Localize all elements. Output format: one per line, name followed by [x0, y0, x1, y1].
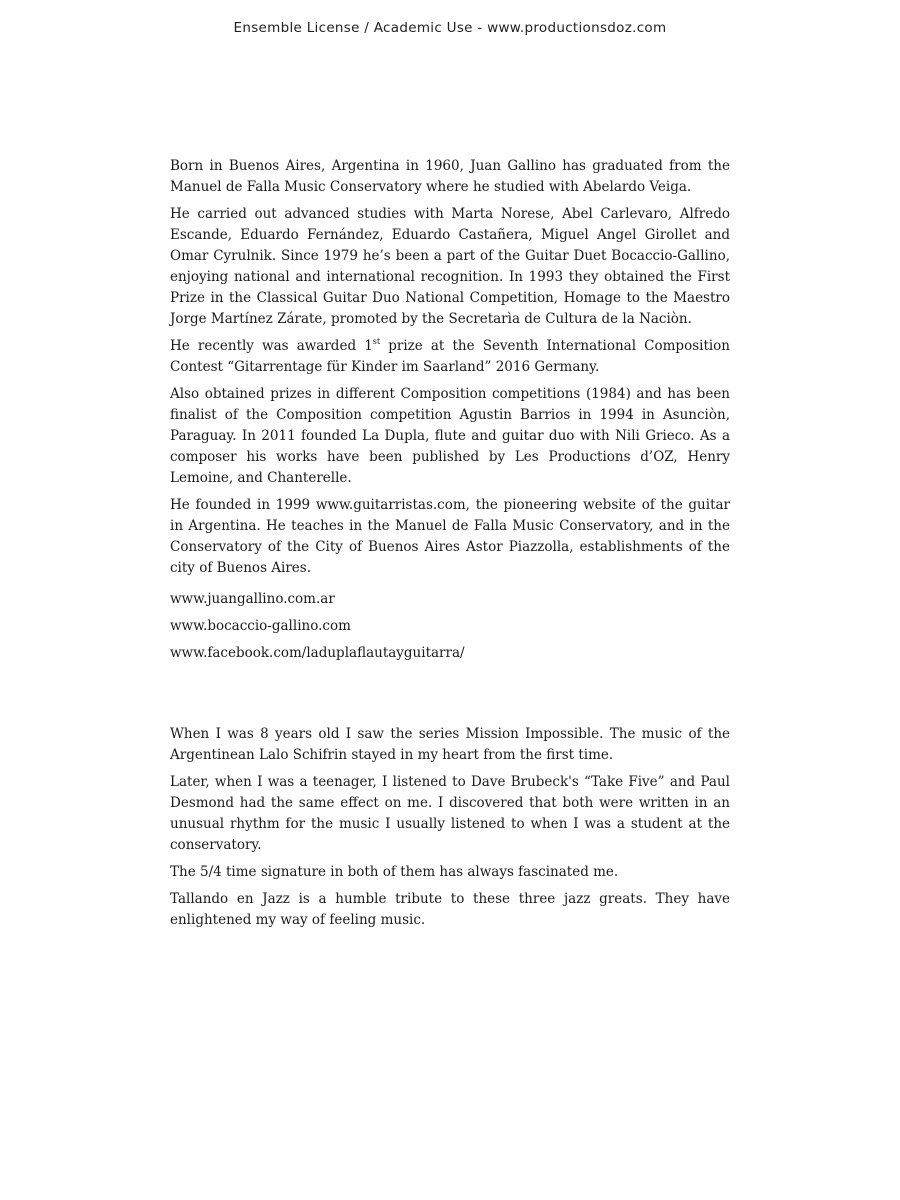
bio-paragraph-3-end: prize at the Seventh International Composition Contest “Gitarrentage für Kinder im Saarland” 2016 Germany.	[170, 338, 731, 375]
biography-section	[170, 156, 730, 585]
bio-paragraph-5: He founded in 1999 www.guitarristas.com, the pioneering website of the guitar in Argentina. He teaches in the Manuel de Falla Music Conservatory, and in the Conservatory of the City of Buenos Aires Astor Piazzolla, establishments of the city of Buenos Aires.	[170, 497, 730, 576]
notes-paragraph-2: Later, when I was a teenager, I listened to Dave Brubeck's “Take Five” and Paul Desmond had the same effect on me. I discovered that both were written in an unusual rhythm for the music I usually listened to when I was a student at the conservatory.	[170, 774, 730, 853]
page-header: Ensemble License / Academic Use - www.productionsdoz.com	[233, 20, 667, 36]
notes-paragraph-1: When I was 8 years old I saw the series Mission Impossible. The music of the Argentinean Lalo Schifrin stayed in my heart from the first time.	[170, 726, 730, 763]
bio-paragraph-4: Also obtained prizes in different Composition competitions (1984) and has been finalist of the Composition competition Agustin Barrios in 1994 in Asunciòn, Paraguay. In 2011 founded La Dupla, flute and guitar duo with Nili Grieco. As a composer his works have been published by Les Productions d’OZ, Henry Lemoine, and Chanterelle.	[170, 386, 730, 486]
composer-notes-section	[170, 724, 730, 937]
bio-paragraph-3	[170, 336, 730, 378]
notes-paragraph-3: The 5/4 time signature in both of them has always fascinated me.	[170, 864, 619, 880]
notes-paragraph-4: Tallando en Jazz is a humble tribute to these three jazz greats. They have enlightened my way of feeling music.	[170, 891, 730, 928]
bio-paragraph-1: Born in Buenos Aires, Argentina in 1960, Juan Gallino has graduated from the Manuel de Falla Music Conservatory where he studied with Abelardo Veiga.	[170, 158, 730, 195]
ordinal-suffix: st	[372, 336, 381, 346]
link-bocaccio-gallino[interactable]: www.bocaccio-gallino.com	[170, 618, 351, 634]
link-juangallino[interactable]: www.juangallino.com.ar	[170, 591, 335, 607]
links-section	[170, 589, 730, 670]
bio-paragraph-3-start: He recently was awarded 1	[170, 338, 373, 354]
bio-paragraph-2: He carried out advanced studies with Marta Norese, Abel Carlevaro, Alfredo Escande, Eduardo Fernández, Eduardo Castañera, Miguel Angel Girollet and Omar Cyrulnik. Since 1979 he’s been a part of the Guitar Duet Bocaccio-Gallino, enjoying national and international recognition. In 1993 they obtained the First Prize in the Classical Guitar Duo National Competition, Homage to the Maestro Jorge Martínez Zárate, promoted by the Secretarìa de Cultura de la Naciòn.	[170, 206, 730, 327]
link-facebook-la-dupla[interactable]: www.facebook.com/laduplaflautayguitarra/	[170, 645, 465, 661]
